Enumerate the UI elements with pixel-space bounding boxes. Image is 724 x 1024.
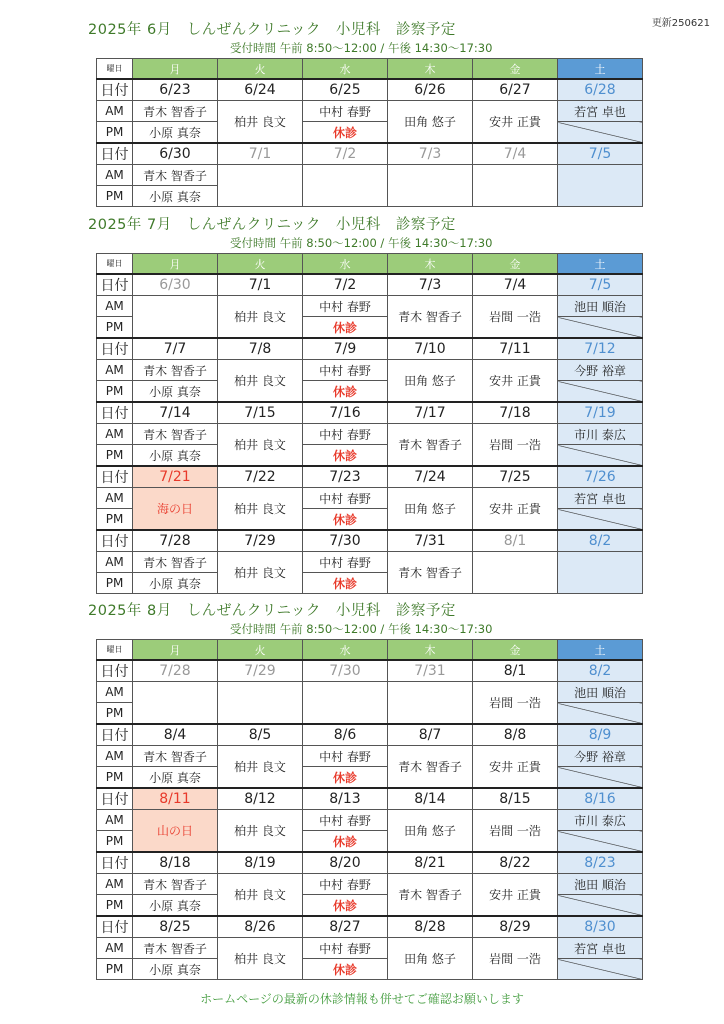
date-cell: 8/30 (558, 916, 643, 938)
am-row (97, 938, 643, 959)
am-row (97, 488, 643, 509)
closed-cell: 休診 (303, 509, 388, 531)
doctor-cell: 柏井 良文 (218, 424, 303, 467)
am-label: AM (97, 360, 133, 381)
am-label: AM (97, 746, 133, 767)
doctor-cell: 田角 悠子 (388, 101, 473, 144)
date-label: 日付 (97, 143, 133, 165)
am-doctor-cell: 中村 春野 (303, 424, 388, 445)
date-cell: 7/31 (388, 530, 473, 552)
pm-doctor-cell: 小原 真奈 (133, 767, 218, 789)
closed-cell: 休診 (303, 831, 388, 853)
am-label: AM (97, 101, 133, 122)
date-cell: 8/1 (473, 660, 558, 682)
am-doctor-cell: 中村 春野 (303, 810, 388, 831)
date-cell: 8/22 (473, 852, 558, 874)
date-cell: 7/29 (218, 530, 303, 552)
am-doctor-cell: 青木 智香子 (133, 938, 218, 959)
date-cell: 7/18 (473, 402, 558, 424)
date-cell: 8/23 (558, 852, 643, 874)
date-cell: 7/21 (133, 466, 218, 488)
closed-slash-cell (558, 381, 643, 403)
am-doctor-cell: 中村 春野 (303, 552, 388, 573)
doctor-cell: 岩間 一浩 (473, 810, 558, 853)
pm-label: PM (97, 767, 133, 789)
weekday-header: 月 (133, 254, 218, 275)
am-doctor-cell: 市川 泰広 (558, 810, 643, 831)
pm-doctor-cell: 小原 真奈 (133, 186, 218, 207)
date-cell: 7/8 (218, 338, 303, 360)
date-row (97, 466, 643, 488)
am-row (97, 424, 643, 445)
date-cell: 7/31 (388, 660, 473, 682)
closed-cell: 休診 (303, 959, 388, 980)
date-cell: 7/19 (558, 402, 643, 424)
closed-cell: 休診 (303, 122, 388, 144)
am-label: AM (97, 682, 133, 703)
empty-cell (558, 165, 643, 207)
doctor-cell: 青木 智香子 (388, 296, 473, 339)
am-row (97, 874, 643, 895)
pm-doctor-cell: 小原 真奈 (133, 573, 218, 594)
doctor-cell: 岩間 一浩 (473, 424, 558, 467)
am-label: AM (97, 424, 133, 445)
closed-slash-cell (558, 122, 643, 144)
date-cell: 7/30 (303, 660, 388, 682)
weekday-header-row (97, 59, 643, 80)
weekday-label: 曜日 (97, 254, 133, 275)
doctor-cell: 柏井 良文 (218, 874, 303, 917)
date-cell: 6/23 (133, 79, 218, 101)
holiday-cell: 海の日 (133, 488, 218, 531)
am-doctor-cell: 池田 順治 (558, 682, 643, 703)
am-doctor-cell: 若宮 卓也 (558, 101, 643, 122)
date-row (97, 402, 643, 424)
am-doctor-cell: 市川 泰広 (558, 424, 643, 445)
date-row (97, 143, 643, 165)
date-cell: 6/25 (303, 79, 388, 101)
date-row (97, 274, 643, 296)
am-row (97, 746, 643, 767)
date-cell: 7/12 (558, 338, 643, 360)
doctor-cell: 青木 智香子 (388, 552, 473, 594)
date-cell: 8/2 (558, 660, 643, 682)
am-label: AM (97, 874, 133, 895)
date-cell: 7/26 (558, 466, 643, 488)
date-cell: 8/7 (388, 724, 473, 746)
date-cell: 8/2 (558, 530, 643, 552)
date-label: 日付 (97, 788, 133, 810)
date-cell: 8/13 (303, 788, 388, 810)
update-stamp: 更新250621 (651, 18, 710, 29)
date-cell: 7/4 (473, 274, 558, 296)
date-cell: 8/28 (388, 916, 473, 938)
weekday-header: 火 (218, 640, 303, 661)
empty-cell (473, 552, 558, 594)
am-doctor-cell: 中村 春野 (303, 938, 388, 959)
date-label: 日付 (97, 274, 133, 296)
closed-cell: 休診 (303, 767, 388, 789)
weekday-header-row (97, 254, 643, 275)
date-cell: 8/29 (473, 916, 558, 938)
pm-row (97, 122, 643, 144)
closed-slash-cell (558, 959, 643, 980)
pm-label: PM (97, 381, 133, 403)
date-row (97, 724, 643, 746)
reception-hours: 受付時間 午前 8:50～12:00 / 午後 14:30～17:30 (230, 622, 493, 636)
doctor-cell: 柏井 良文 (218, 552, 303, 594)
schedule-title: 2025年 6月 しんぜんクリニック 小児科 診察予定 (88, 22, 456, 38)
doctor-cell: 青木 智香子 (388, 746, 473, 789)
weekday-header: 月 (133, 59, 218, 80)
pm-label: PM (97, 959, 133, 980)
date-cell: 8/25 (133, 916, 218, 938)
doctor-cell: 柏井 良文 (218, 101, 303, 144)
am-row (97, 360, 643, 381)
empty-cell (133, 296, 218, 339)
date-cell: 7/3 (388, 143, 473, 165)
date-cell: 6/28 (558, 79, 643, 101)
weekday-header: 木 (388, 640, 473, 661)
weekday-header: 月 (133, 640, 218, 661)
am-doctor-cell: 青木 智香子 (133, 746, 218, 767)
am-doctor-cell: 青木 智香子 (133, 552, 218, 573)
doctor-cell: 田角 悠子 (388, 360, 473, 403)
am-doctor-cell: 池田 順治 (558, 874, 643, 895)
date-cell: 8/18 (133, 852, 218, 874)
date-row (97, 852, 643, 874)
doctor-cell: 安井 正貴 (473, 360, 558, 403)
weekday-header: 土 (558, 59, 643, 80)
weekday-label: 曜日 (97, 640, 133, 661)
schedule-table (96, 639, 643, 980)
date-cell: 8/6 (303, 724, 388, 746)
date-cell: 7/23 (303, 466, 388, 488)
weekday-header-row (97, 640, 643, 661)
date-cell: 8/12 (218, 788, 303, 810)
weekday-header: 火 (218, 254, 303, 275)
weekday-header: 木 (388, 254, 473, 275)
doctor-cell: 柏井 良文 (218, 746, 303, 789)
am-doctor-cell: 中村 春野 (303, 360, 388, 381)
closed-slash-cell (558, 509, 643, 531)
date-cell: 8/1 (473, 530, 558, 552)
date-cell: 7/15 (218, 402, 303, 424)
date-cell: 8/27 (303, 916, 388, 938)
weekday-header: 水 (303, 640, 388, 661)
empty-cell (218, 682, 303, 725)
pm-row (97, 959, 643, 980)
empty-cell (218, 165, 303, 207)
pm-doctor-cell: 小原 真奈 (133, 122, 218, 144)
date-cell: 7/16 (303, 402, 388, 424)
schedule-table (96, 58, 643, 207)
doctor-cell: 柏井 良文 (218, 938, 303, 980)
doctor-cell: 田角 悠子 (388, 810, 473, 853)
date-cell: 8/5 (218, 724, 303, 746)
am-label: AM (97, 552, 133, 573)
date-cell: 7/29 (218, 660, 303, 682)
am-doctor-cell: 青木 智香子 (133, 360, 218, 381)
doctor-cell: 安井 正貴 (473, 746, 558, 789)
date-cell: 7/25 (473, 466, 558, 488)
date-cell: 7/28 (133, 660, 218, 682)
date-row (97, 79, 643, 101)
date-cell: 8/8 (473, 724, 558, 746)
am-label: AM (97, 810, 133, 831)
closed-slash-cell (558, 703, 643, 725)
pm-doctor-cell: 小原 真奈 (133, 381, 218, 403)
date-label: 日付 (97, 724, 133, 746)
pm-label: PM (97, 122, 133, 144)
date-label: 日付 (97, 852, 133, 874)
doctor-cell: 安井 正貴 (473, 874, 558, 917)
date-cell: 7/9 (303, 338, 388, 360)
am-doctor-cell: 中村 春野 (303, 101, 388, 122)
date-cell: 7/2 (303, 143, 388, 165)
date-cell: 7/3 (388, 274, 473, 296)
date-label: 日付 (97, 338, 133, 360)
pm-doctor-cell: 小原 真奈 (133, 445, 218, 467)
closed-cell: 休診 (303, 317, 388, 339)
date-row (97, 916, 643, 938)
date-cell: 8/16 (558, 788, 643, 810)
date-cell: 8/4 (133, 724, 218, 746)
am-doctor-cell: 青木 智香子 (133, 101, 218, 122)
pm-row (97, 381, 643, 403)
date-cell: 7/14 (133, 402, 218, 424)
date-cell: 8/15 (473, 788, 558, 810)
am-label: AM (97, 938, 133, 959)
date-label: 日付 (97, 660, 133, 682)
doctor-cell: 岩間 一浩 (473, 296, 558, 339)
date-cell: 8/9 (558, 724, 643, 746)
closed-slash-cell (558, 895, 643, 917)
date-row (97, 660, 643, 682)
empty-cell (303, 165, 388, 207)
weekday-header: 土 (558, 640, 643, 661)
reception-hours: 受付時間 午前 8:50～12:00 / 午後 14:30～17:30 (230, 41, 493, 55)
closed-slash-cell (558, 767, 643, 789)
closed-cell: 休診 (303, 381, 388, 403)
schedule-table (96, 253, 643, 594)
date-cell: 8/11 (133, 788, 218, 810)
am-doctor-cell: 今野 裕章 (558, 360, 643, 381)
date-cell: 7/2 (303, 274, 388, 296)
date-row (97, 530, 643, 552)
pm-label: PM (97, 573, 133, 594)
date-label: 日付 (97, 916, 133, 938)
pm-label: PM (97, 831, 133, 853)
doctor-cell: 柏井 良文 (218, 360, 303, 403)
weekday-header: 金 (473, 254, 558, 275)
closed-cell: 休診 (303, 573, 388, 594)
date-label: 日付 (97, 530, 133, 552)
date-cell: 7/5 (558, 274, 643, 296)
weekday-header: 水 (303, 59, 388, 80)
empty-cell (473, 165, 558, 207)
doctor-cell: 岩間 一浩 (473, 682, 558, 725)
date-cell: 7/28 (133, 530, 218, 552)
doctor-cell: 青木 智香子 (388, 874, 473, 917)
pm-doctor-cell: 小原 真奈 (133, 959, 218, 980)
am-row (97, 552, 643, 573)
date-cell: 7/24 (388, 466, 473, 488)
date-cell: 8/20 (303, 852, 388, 874)
date-cell: 7/5 (558, 143, 643, 165)
date-row (97, 338, 643, 360)
weekday-header: 金 (473, 640, 558, 661)
pm-label: PM (97, 317, 133, 339)
am-row (97, 165, 643, 186)
reception-hours: 受付時間 午前 8:50～12:00 / 午後 14:30～17:30 (230, 236, 493, 250)
date-cell: 7/4 (473, 143, 558, 165)
date-row (97, 788, 643, 810)
pm-label: PM (97, 445, 133, 467)
closed-slash-cell (558, 317, 643, 339)
closed-slash-cell (558, 831, 643, 853)
weekday-header: 水 (303, 254, 388, 275)
date-cell: 8/19 (218, 852, 303, 874)
doctor-cell: 青木 智香子 (388, 424, 473, 467)
date-cell: 7/22 (218, 466, 303, 488)
pm-label: PM (97, 509, 133, 531)
am-doctor-cell: 青木 智香子 (133, 874, 218, 895)
date-cell: 8/21 (388, 852, 473, 874)
pm-row (97, 445, 643, 467)
closed-cell: 休診 (303, 445, 388, 467)
am-doctor-cell: 若宮 卓也 (558, 488, 643, 509)
am-doctor-cell: 中村 春野 (303, 746, 388, 767)
am-label: AM (97, 488, 133, 509)
empty-cell (303, 682, 388, 725)
date-label: 日付 (97, 79, 133, 101)
doctor-cell: 柏井 良文 (218, 810, 303, 853)
empty-cell (133, 682, 218, 725)
date-cell: 7/7 (133, 338, 218, 360)
doctor-cell: 安井 正貴 (473, 488, 558, 531)
am-label: AM (97, 296, 133, 317)
date-cell: 6/24 (218, 79, 303, 101)
date-cell: 6/30 (133, 143, 218, 165)
empty-cell (558, 552, 643, 594)
am-row (97, 296, 643, 317)
weekday-header: 金 (473, 59, 558, 80)
pm-doctor-cell: 小原 真奈 (133, 895, 218, 917)
am-doctor-cell: 青木 智香子 (133, 424, 218, 445)
empty-cell (388, 682, 473, 725)
am-doctor-cell: 中村 春野 (303, 488, 388, 509)
schedule-title: 2025年 8月 しんぜんクリニック 小児科 診察予定 (88, 603, 456, 619)
date-cell: 7/10 (388, 338, 473, 360)
doctor-cell: 田角 悠子 (388, 938, 473, 980)
am-doctor-cell: 中村 春野 (303, 296, 388, 317)
doctor-cell: 柏井 良文 (218, 488, 303, 531)
date-cell: 6/30 (133, 274, 218, 296)
pm-row (97, 895, 643, 917)
date-cell: 6/26 (388, 79, 473, 101)
footer-note: ホームページの最新の休診情報も併せてご確認お願いします (200, 992, 524, 1006)
date-cell: 8/14 (388, 788, 473, 810)
doctor-cell: 安井 正貴 (473, 101, 558, 144)
schedule-title: 2025年 7月 しんぜんクリニック 小児科 診察予定 (88, 217, 456, 233)
date-cell: 7/17 (388, 402, 473, 424)
closed-cell: 休診 (303, 895, 388, 917)
date-label: 日付 (97, 402, 133, 424)
date-cell: 6/27 (473, 79, 558, 101)
closed-slash-cell (558, 445, 643, 467)
empty-cell (388, 165, 473, 207)
doctor-cell: 田角 悠子 (388, 488, 473, 531)
holiday-cell: 山の日 (133, 810, 218, 853)
am-doctor-cell: 中村 春野 (303, 874, 388, 895)
date-cell: 8/26 (218, 916, 303, 938)
am-row (97, 101, 643, 122)
am-doctor-cell: 今野 裕章 (558, 746, 643, 767)
weekday-header: 土 (558, 254, 643, 275)
am-row (97, 682, 643, 703)
pm-row (97, 767, 643, 789)
am-doctor-cell: 青木 智香子 (133, 165, 218, 186)
weekday-label: 曜日 (97, 59, 133, 80)
weekday-header: 木 (388, 59, 473, 80)
date-cell: 7/11 (473, 338, 558, 360)
doctor-cell: 岩間 一浩 (473, 938, 558, 980)
weekday-header: 火 (218, 59, 303, 80)
date-cell: 7/1 (218, 143, 303, 165)
am-doctor-cell: 若宮 卓也 (558, 938, 643, 959)
am-row (97, 810, 643, 831)
pm-label: PM (97, 186, 133, 207)
pm-label: PM (97, 895, 133, 917)
pm-label: PM (97, 703, 133, 725)
date-label: 日付 (97, 466, 133, 488)
date-cell: 7/1 (218, 274, 303, 296)
am-doctor-cell: 池田 順治 (558, 296, 643, 317)
date-cell: 7/30 (303, 530, 388, 552)
doctor-cell: 柏井 良文 (218, 296, 303, 339)
am-label: AM (97, 165, 133, 186)
